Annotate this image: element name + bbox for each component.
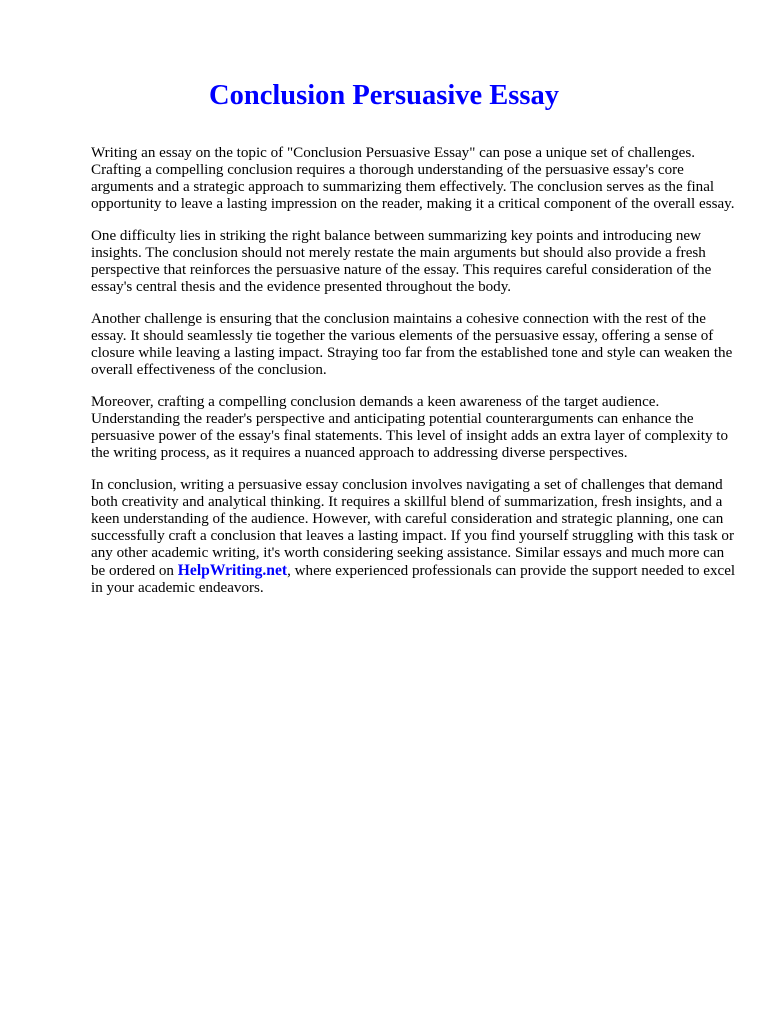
paragraph-1: Writing an essay on the topic of "Conclusion Persuasive Essay" can pose a unique set of challenges. Crafting a compelling conclusion requires a thorough understanding of the persuasive essay's core arguments and a strategic approach to summarizing them effectively. The conclusion serves as the final opportunity to leave a lasting impression on the reader, making it a critical component of the overall essay. [91,145,735,212]
paragraph-4: Moreover, crafting a compelling conclusion demands a keen awareness of the target audience. Understanding the reader's perspective and anticipating potential counterarguments can enhance the persuasive power of the essay's final statements. This level of insight adds an extra layer of complexity to the writing process, as it requires a nuanced approach to addressing diverse perspectives. [91,394,729,461]
document-body [91,145,741,612]
paragraph-3: Another challenge is ensuring that the conclusion maintains a cohesive connection with the rest of the essay. It should seamlessly tie together the various elements of the persuasive essay, offering a sense of closure while leaving a lasting impact. Straying too far from the established tone and style can weaken the overall effectiveness of the conclusion. [91,311,733,378]
paragraph-2: One difficulty lies in striking the right balance between summarizing key points and introducing new insights. The conclusion should not merely restate the main arguments but should also provide a fresh perspective that reinforces the persuasive nature of the essay. This requires careful consideration of the essay's central thesis and the evidence presented throughout the body. [91,228,712,295]
helpwriting-link[interactable]: HelpWriting.net [177,562,288,579]
page-title: Conclusion Persuasive Essay [209,80,559,111]
paragraph-5-text-after-link: , where experienced professionals can provide the support needed to excel in your academic endeavors. [91,563,736,596]
paragraph-5 [91,477,741,597]
paragraph-5-text-before-link: In conclusion, writing a persuasive essay conclusion involves navigating a set of challenges that demand both creativity and analytical thinking. It requires a skillful blend of summarization, fresh insights, and a keen understanding of the audience. However, with careful consideration and strategic planning, one can successfully craft a conclusion that leaves a lasting impact. If you find yourself struggling with this task or any other academic writing, it's worth considering seeking assistance. Similar essays and much more can be ordered on [91,477,735,579]
